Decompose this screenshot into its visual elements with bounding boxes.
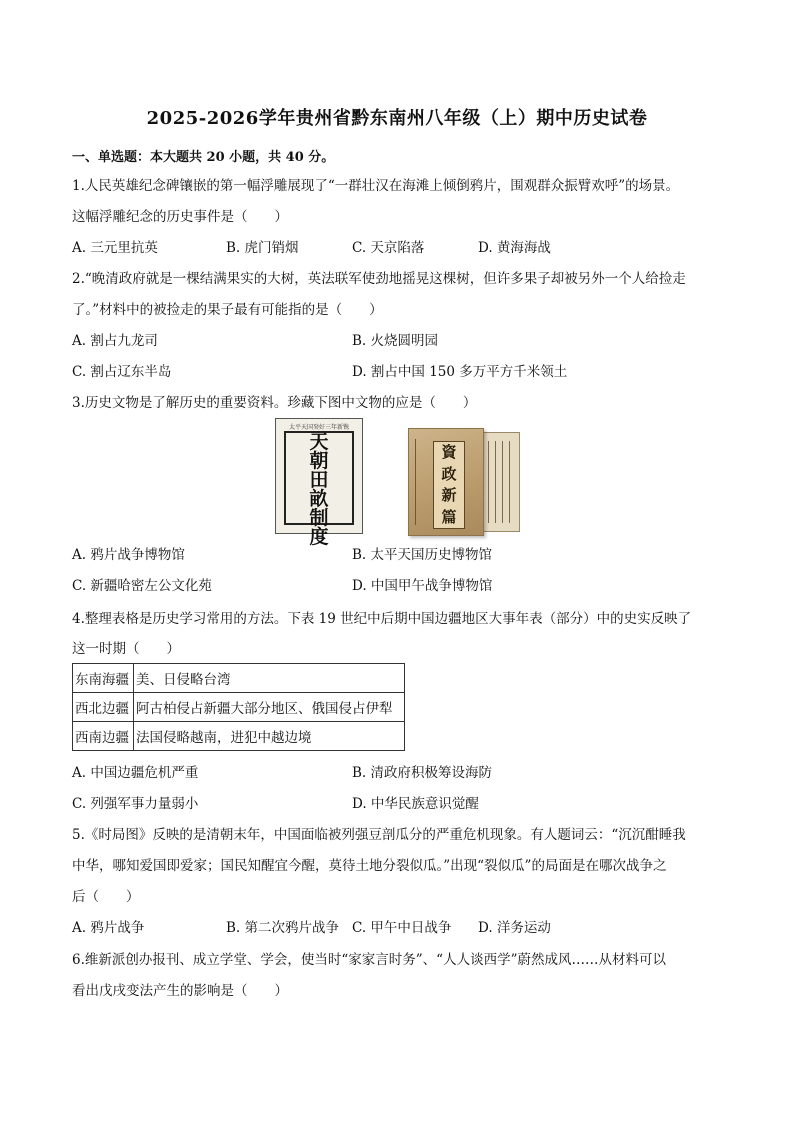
q3-option-d: D. 中国甲午战争博物馆	[352, 578, 493, 594]
table-cell-region: 东南海疆	[73, 664, 134, 693]
q4-option-c: C. 列强军事力量弱小	[72, 796, 199, 812]
q3-option-c: C. 新疆哈密左公文化苑	[72, 578, 212, 594]
question-6-text-cont: 看出戊戌变法产生的影响是（ ）	[72, 983, 288, 999]
question-1-text: 1.人民英雄纪念碑镶嵌的第一幅浮雕展现了“一群壮汉在海滩上倾倒鸦片，围观群众振臂欢呼”的场景。	[72, 178, 680, 194]
q5-option-c: C. 甲午中日战争	[352, 920, 452, 936]
q1-option-b: B. 虎门销烟	[226, 240, 299, 256]
table-row	[73, 664, 405, 693]
q5-option-a: A. 鸦片战争	[72, 920, 145, 936]
page-title: 2025-2026学年贵州省黔东南州八年级（上）期中历史试卷	[146, 108, 648, 129]
q5-option-d: D. 洋务运动	[478, 920, 551, 936]
q2-option-c: C. 割占辽东半岛	[72, 364, 172, 380]
table-row	[73, 722, 405, 751]
question-6-text: 6.维新派创办报刊、成立学堂、学会，使当时“家家言时务”、“人人谈西学”蔚然成风……从材料可以	[72, 952, 666, 968]
q1-option-c: C. 天京陷落	[352, 240, 425, 256]
artifact-1-char: 天	[309, 431, 329, 453]
q4-option-d: D. 中华民族意识觉醒	[352, 796, 479, 812]
table-cell-region: 西北边疆	[73, 693, 134, 722]
q1-option-a: A. 三元里抗英	[72, 240, 158, 256]
question-5-text-cont2: 后（ ）	[72, 889, 140, 905]
table-cell-event: 阿古柏侵占新疆大部分地区、俄国侵占伊犁	[134, 693, 405, 722]
artifact-2-char: 政	[441, 464, 457, 483]
question-2-text-cont: 了。”材料中的被捡走的果子最有可能指的是（ ）	[72, 302, 383, 318]
artifact-2-char: 篇	[441, 507, 457, 526]
artifact-2-char: 資	[441, 443, 457, 462]
artifact-1-char: 畝	[309, 488, 329, 510]
question-1-text-cont: 这幅浮雕纪念的历史事件是（ ）	[72, 209, 288, 225]
q2-option-b: B. 火烧圆明园	[352, 333, 439, 349]
artifact-zizheng-xinpian-image	[408, 428, 484, 536]
question-5-text: 5.《时局图》反映的是清朝末年，中国面临被列强豆剖瓜分的严重危机现象。有人题词云：“沉沉酣睡我	[72, 827, 686, 843]
artifact-2-label	[433, 441, 465, 529]
table-cell-event: 法国侵略越南，进犯中越边境	[134, 722, 405, 751]
artifact-1-char: 制	[309, 507, 329, 529]
artifact-1-char: 田	[309, 469, 329, 491]
q2-option-a: A. 割占九龙司	[72, 333, 158, 349]
artifact-tianchao-tianmu-zhidu-image	[275, 418, 363, 548]
table-cell-region: 西南边疆	[73, 722, 134, 751]
q4-option-b: B. 清政府积极筹设海防	[352, 765, 493, 781]
question-4-text: 4.整理表格是历史学习常用的方法。下表 19 世纪中后期中国边疆地区大事年表（部分）中的史实反映了	[72, 611, 692, 627]
question-2-text: 2.“晚清政府就是一棵结满果实的大树，英法联军使劲地摇晃这棵树，但许多果子却被另外一个人给捡走	[72, 271, 686, 287]
question-5-text-cont: 中华，哪知爱国即爱家；国民知醒宜今醒，莫待土地分裂似瓜。”出现“裂似瓜”的局面是在哪次战争之	[72, 858, 667, 874]
artifact-1-char: 朝	[309, 450, 329, 472]
section-heading: 一、单选题：本大题共 20 小题，共 40 分。	[72, 150, 335, 165]
border-events-table	[72, 663, 405, 751]
table-row	[73, 693, 405, 722]
q3-option-b: B. 太平天国历史博物馆	[352, 547, 493, 563]
artifact-1-char: 度	[309, 526, 329, 548]
question-3-text: 3.历史文物是了解历史的重要资料。珍藏下图中文物的应是（ ）	[72, 395, 477, 411]
artifact-1-header: 太平天国癸好三年新镌	[288, 424, 349, 430]
artifact-2-char: 新	[441, 486, 457, 505]
q2-option-d: D. 割占中国 150 多万平方千米领土	[352, 364, 568, 380]
artifact-1-title-box	[284, 431, 354, 548]
q4-option-a: A. 中国边疆危机严重	[72, 765, 199, 781]
question-4-text-cont: 这一时期（ ）	[72, 641, 180, 657]
q1-option-d: D. 黄海海战	[478, 240, 551, 256]
q5-option-b: B. 第二次鸦片战争	[226, 920, 340, 936]
q3-option-a: A. 鸦片战争博物馆	[72, 547, 185, 563]
table-cell-event: 美、日侵略台湾	[134, 664, 405, 693]
